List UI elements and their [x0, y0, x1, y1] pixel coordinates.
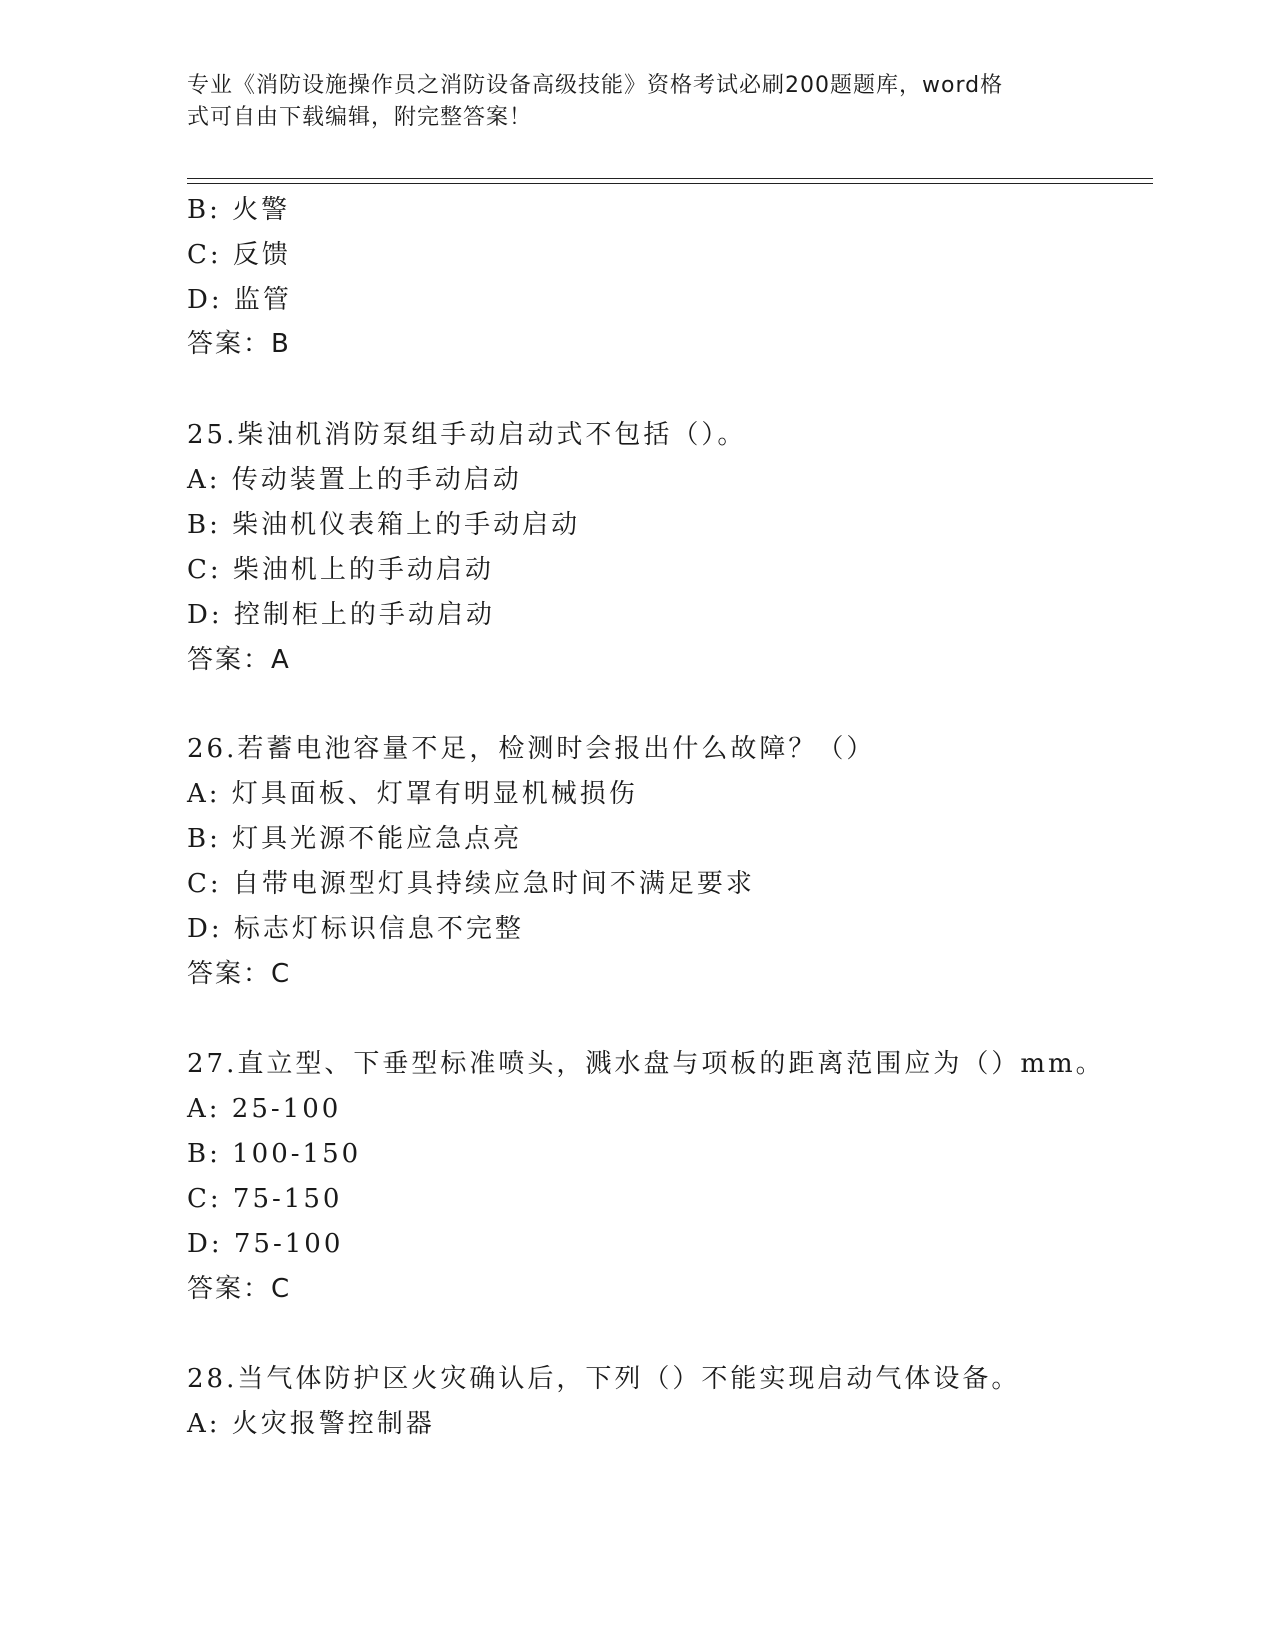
q24-option-b: B: 火警 [187, 195, 291, 225]
q25-answer: 答案：A [187, 645, 291, 675]
q27-question: 27.直立型、下垂型标准喷头，溅水盘与项板的距离范围应为（）mm。 [187, 1049, 1105, 1079]
q25-option-c: C: 柴油机上的手动启动 [187, 555, 494, 585]
q25-option-d: D: 控制柜上的手动启动 [187, 600, 495, 630]
header-divider-bottom [187, 183, 1153, 184]
q27-option-b: B: 100-150 [187, 1139, 362, 1169]
q24-answer: 答案：B [187, 329, 291, 359]
q27-answer: 答案：C [187, 1274, 292, 1304]
q26-option-b: B: 灯具光源不能应急点亮 [187, 824, 523, 854]
q28-question: 28.当气体防护区火灾确认后，下列（）不能实现启动气体设备。 [187, 1364, 1021, 1394]
q24-option-c: C: 反馈 [187, 240, 291, 270]
q27-option-c: C: 75-150 [187, 1184, 343, 1214]
q27-option-d: D: 75-100 [187, 1229, 344, 1259]
q24-option-d: D: 监管 [187, 285, 292, 315]
q28-option-a: A: 火灾报警控制器 [187, 1409, 435, 1439]
q25-option-b: B: 柴油机仪表箱上的手动启动 [187, 510, 581, 540]
q26-option-c: C: 自带电源型灯具持续应急时间不满足要求 [187, 869, 755, 899]
q27-option-a: A: 25-100 [187, 1094, 342, 1124]
q26-option-d: D: 标志灯标识信息不完整 [187, 914, 524, 944]
header-line-2: 式可自由下载编辑，附完整答案！ [187, 105, 533, 130]
header-line-1: 专业《消防设施操作员之消防设备高级技能》资格考试必刷200题题库，word格 [187, 73, 1004, 98]
q25-question: 25.柴油机消防泵组手动启动式不包括（）。 [187, 420, 747, 450]
q26-option-a: A: 灯具面板、灯罩有明显机械损伤 [187, 779, 638, 809]
header-divider-top [187, 178, 1153, 179]
q25-option-a: A: 传动装置上的手动启动 [187, 465, 522, 495]
q26-question: 26.若蓄电池容量不足，检测时会报出什么故障？（） [187, 734, 876, 764]
document-header [187, 70, 1087, 134]
q26-answer: 答案：C [187, 959, 292, 989]
